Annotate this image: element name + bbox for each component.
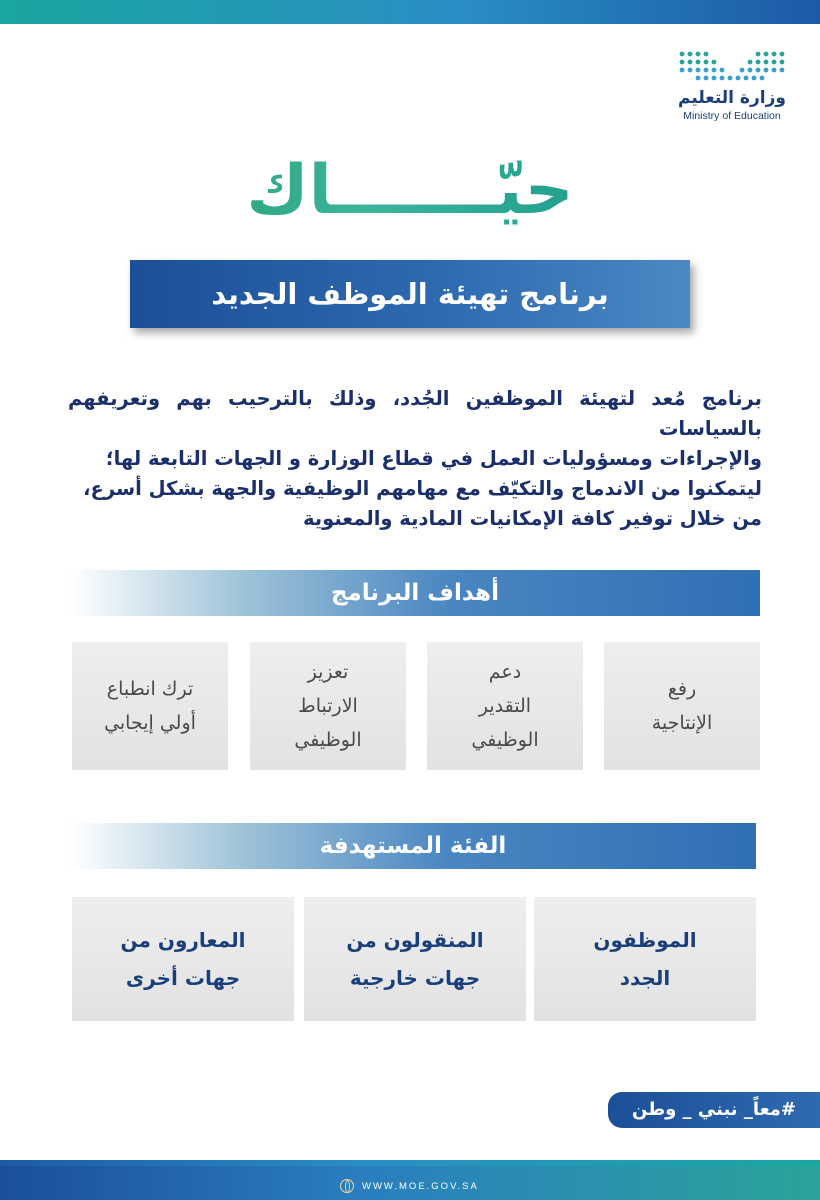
program-title-banner: برنامج تهيئة الموظف الجديد <box>130 260 690 328</box>
intro-line: والإجراءات ومسؤوليات العمل في قطاع الوزارة و الجهات التابعة لها؛ <box>105 447 762 470</box>
goal-card-productivity <box>604 642 760 770</box>
goal-line: التقدير <box>478 695 532 717</box>
intro-line: برنامج مُعد لتهيئة الموظفين الجُدد، وذلك بالترحيب بهم وتعريفهم بالسياسات <box>68 387 762 440</box>
intro-paragraph <box>68 384 762 534</box>
top-color-bar <box>0 0 820 24</box>
goal-line: دعم <box>488 661 522 683</box>
goal-line: تعزيز <box>307 661 349 683</box>
target-line: جهات أخرى <box>125 966 241 990</box>
website-footer <box>340 1176 520 1196</box>
intro-line: ليتمكنوا من الاندماج والتكيّف مع مهامهم الوظيفية والجهة بشكل أسرع، <box>83 477 762 500</box>
ministry-dots-icon <box>676 48 788 84</box>
goal-line: الوظيفي <box>294 729 362 751</box>
website-url[interactable]: WWW.MOE.GOV.SA <box>362 1180 479 1192</box>
goal-line: الارتباط <box>298 695 358 717</box>
ministry-logo <box>668 48 796 144</box>
goal-line: الوظيفي <box>471 729 539 751</box>
goal-card-engagement <box>250 642 406 770</box>
goal-card-appreciation <box>427 642 583 770</box>
target-line: المعارون من <box>120 928 246 952</box>
intro-line: من خلال توفير كافة الإمكانيات المادية والمعنوية <box>302 507 762 530</box>
goal-line: رفع <box>667 678 697 700</box>
target-section-header: الفئة المستهدفة <box>70 823 756 869</box>
target-line: الموظفون <box>593 928 697 952</box>
target-card-seconded <box>72 897 294 1021</box>
globe-icon <box>340 1179 354 1193</box>
goal-line: أولي إيجابي <box>104 712 196 734</box>
welcome-heading: حيّـــــــاك <box>180 148 640 234</box>
target-card-new-employees <box>534 897 756 1021</box>
logo-arabic-text: وزارة التعليم <box>678 88 786 108</box>
goals-section-header: أهداف البرنامج <box>70 570 760 616</box>
target-line: المنقولون من <box>346 928 484 952</box>
target-line: جهات خارجية <box>349 966 481 990</box>
goal-card-impression <box>72 642 228 770</box>
goal-line: ترك انطباع <box>106 678 194 700</box>
hashtag-badge: #معاً_ نبني _ وطن <box>608 1092 820 1128</box>
target-line: الجدد <box>619 966 671 990</box>
goal-line: الإنتاجية <box>651 712 713 734</box>
target-card-transferred <box>304 897 526 1021</box>
logo-english-text: Ministry of Education <box>683 110 781 122</box>
